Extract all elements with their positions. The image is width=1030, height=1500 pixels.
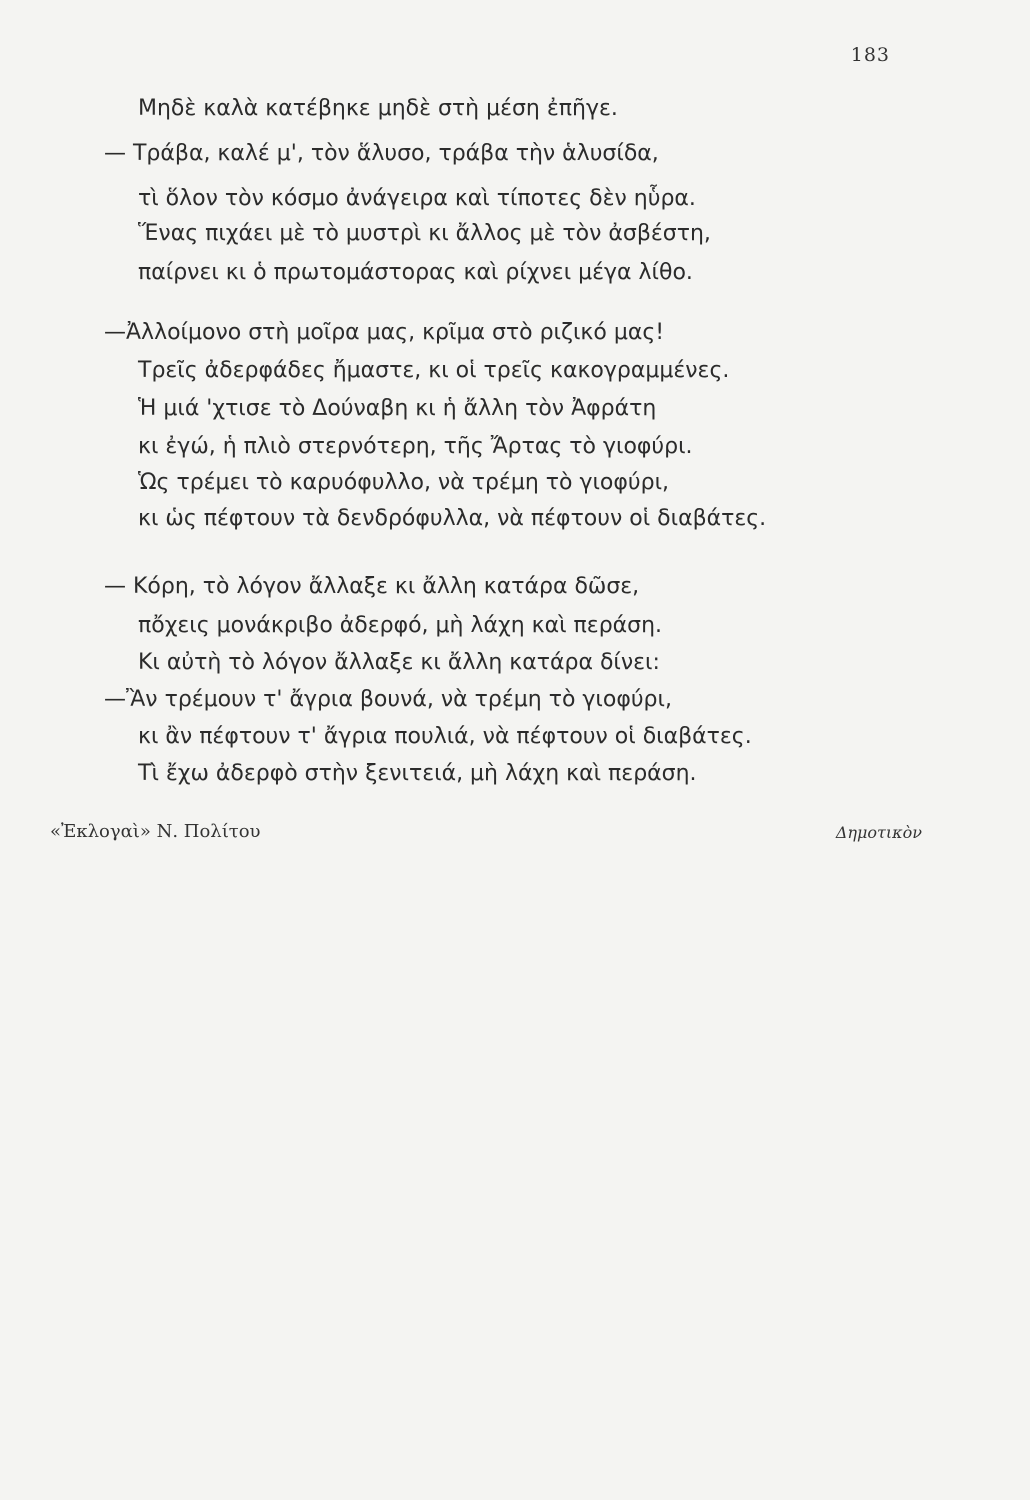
poem-line: τὶ ὅλον τὸν κόσμο ἀνάγειρα καὶ τίποτες δὲν ηὗρα. bbox=[138, 186, 696, 211]
poem-line: κι ὡς πέφτουν τὰ δενδρόφυλλα, νὰ πέφτουν οἱ διαβάτες. bbox=[138, 506, 767, 531]
poem-line: κι ἂν πέφτουν τ' ἄγρια πουλιά, νὰ πέφτουν οἱ διαβάτες. bbox=[138, 724, 752, 749]
poem-line: Τὶ ἔχω ἀδερφὸ στὴν ξενιτειά, μὴ λάχη καὶ περάση. bbox=[138, 761, 697, 786]
poem-line: Κι αὐτὴ τὸ λόγον ἄλλαξε κι ἄλλη κατάρα δίνει: bbox=[138, 650, 660, 675]
poem-line: πὄχεις μονάκριβο ἀδερφό, μὴ λάχη καὶ περάση. bbox=[138, 613, 663, 638]
poem-line: Ὡς τρέμει τὸ καρυόφυλλο, νὰ τρέμη τὸ γιοφύρι, bbox=[138, 470, 670, 495]
page-number: 183 bbox=[850, 44, 890, 66]
source-citation: «Ἐκλογαὶ» Ν. Πολίτου bbox=[50, 821, 261, 842]
poem-line: — Τράβα, καλέ μ', τὸν ἅλυσο, τράβα τὴν ἁλυσίδα, bbox=[104, 141, 659, 166]
poem-line: Ἕνας πιχάει μὲ τὸ μυστρὶ κι ἄλλος μὲ τὸν ἀσβέστη, bbox=[138, 221, 711, 246]
poem-line: κι ἐγώ, ἡ πλιὸ στερνότερη, τῆς Ἄρτας τὸ γιοφύρι. bbox=[138, 434, 693, 459]
poem-line: Τρεῖς ἀδερφάδες ἤμαστε, κι οἱ τρεῖς κακογραμμένες. bbox=[138, 358, 730, 383]
genre-label: Δημοτικὸν bbox=[835, 823, 922, 842]
poem-line: —Ἀλλοίμονο στὴ μοῖρα μας, κρῖμα στὸ ριζικό μας! bbox=[104, 320, 665, 345]
poem-line: — Κόρη, τὸ λόγον ἄλλαξε κι ἄλλη κατάρα δῶσε, bbox=[104, 574, 640, 599]
poem-line: —Ἂν τρέμουν τ' ἄγρια βουνά, νὰ τρέμη τὸ γιοφύρι, bbox=[104, 687, 672, 712]
poem-line: Μηδὲ καλὰ κατέβηκε μηδὲ στὴ μέση ἐπῆγε. bbox=[138, 96, 618, 121]
poem-line: παίρνει κι ὁ πρωτομάστορας καὶ ρίχνει μέγα λίθο. bbox=[138, 260, 693, 285]
poem-line: Ἡ μιά 'χτισε τὸ Δούναβη κι ἡ ἄλλη τὸν Ἀφράτη bbox=[138, 396, 657, 421]
